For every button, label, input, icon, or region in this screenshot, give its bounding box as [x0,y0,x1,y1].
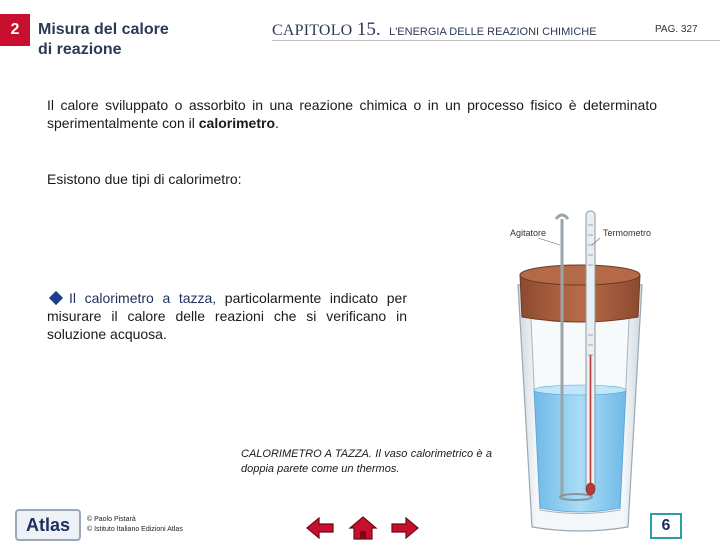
credit-author: © Paolo Pistarà [87,516,136,523]
logo-text: Atlas [25,514,70,535]
section-title-line1: Misura del calore [38,21,169,38]
cup-calorimeter-term: Il calorimetro a tazza, [69,290,217,306]
section-title [38,20,238,60]
atlas-logo [15,509,81,541]
thermometer-label: Termometro [603,228,652,238]
arrow-right-icon[interactable] [390,515,420,541]
home-icon[interactable] [348,515,378,541]
credit-publisher: © Istituto Italiano Edizioni Atlas [87,526,183,533]
credits [87,515,183,535]
page-number-text: 6 [661,517,671,534]
intro-keyword: calorimetro [198,115,275,131]
slide-page-number [650,513,682,539]
figure-caption: CALORIMETRO A TAZZA. Il vaso calorimetrico è a doppia parete come un thermos. [241,448,492,475]
chapter-name: L'ENERGIA DELLE REAZIONI CHIMICHE [389,26,597,38]
book-page-label: PAG. 327 [655,24,698,35]
cup-calorimeter-description: particolarmente indicato per misurare il calore delle reazioni che si verificano in soluzione acquosa. [47,290,407,342]
chapter-label: CAPITOLO [272,22,353,39]
stirrer-label: Agitatore [510,228,547,238]
intro-paragraph [47,96,657,132]
arrow-left-icon[interactable] [305,515,335,541]
cup-calorimeter-paragraph [47,289,407,343]
chapter-heading [272,19,597,41]
diamond-bullet-icon [49,291,63,305]
chapter-number: 15. [356,19,381,40]
calorimeter-illustration [500,205,660,535]
section-number-badge: 2 [0,14,30,46]
intro-text: Il calore sviluppato o assorbito in una reazione chimica o in un processo fisico è determinato sperimentalmente con il [47,97,657,131]
header-divider [272,40,720,41]
section-title-line2: di reazione [38,41,122,58]
intro-end: . [275,115,279,131]
types-line: Esistono due tipi di calorimetro: [47,171,242,187]
